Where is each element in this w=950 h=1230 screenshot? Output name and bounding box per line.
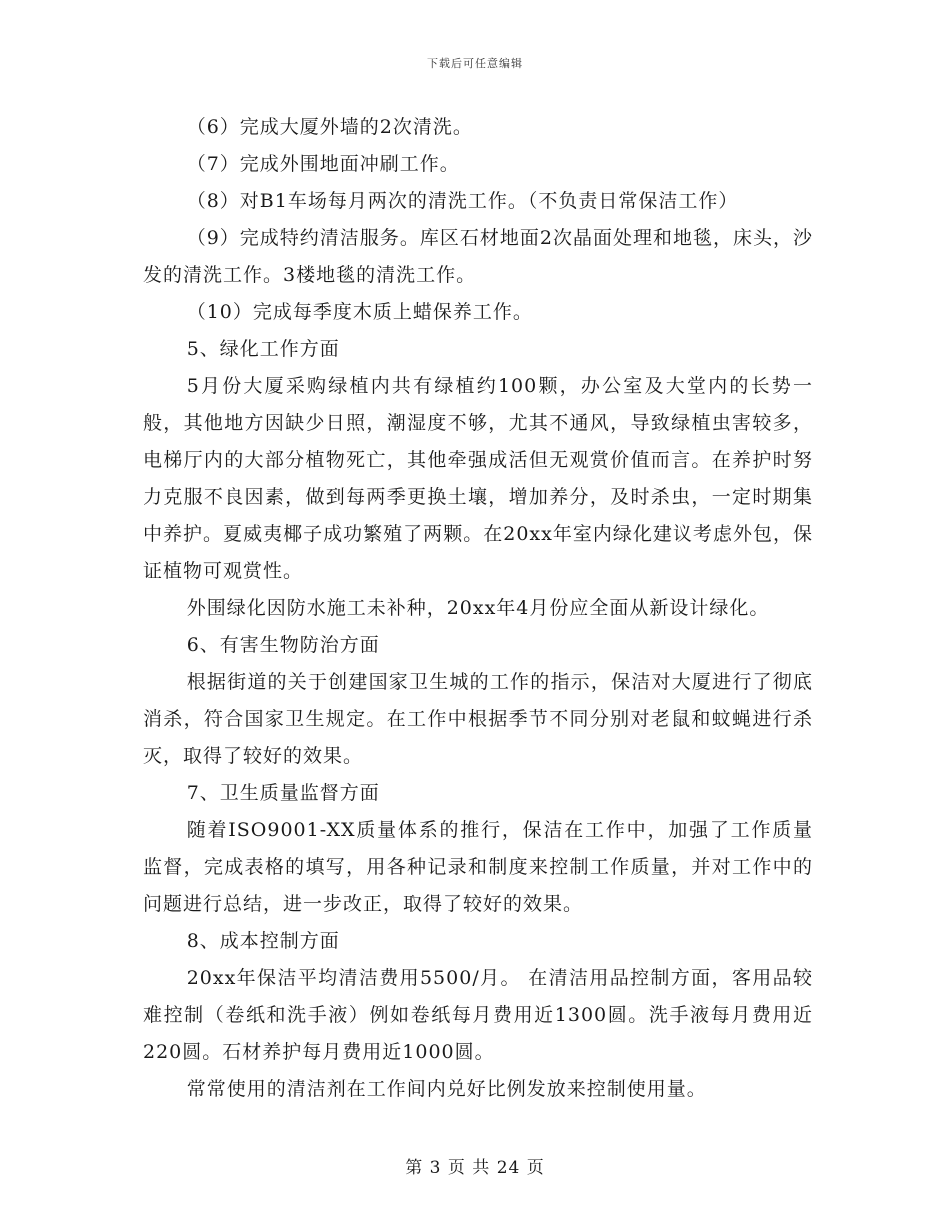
page-number: 第 3 页 共 24 页 [405,1158,545,1178]
paragraph-greening-indoor: 5月份大厦采购绿植内共有绿植约100颗，办公室及大堂内的长势一般，其他地方因缺少日照，潮湿度不够，尤其不通风，导致绿植虫害较多，电梯厅内的大部分植物死亡，其他牵强成活但无观赏价值而言。在养护时努力克服不良因素，做到每两季更换土壤，增加养分，及时杀虫，一定时期集中养护。夏威夷椰子成功繁殖了两颗。在20xx年室内绿化建议考虑外包，保证植物可观赏性。 [143,375,813,582]
paragraph-cost: 20xx年保洁平均清洁费用5500/月。 在清洁用品控制方面，客用品较难控制（卷纸和洗手液）例如卷纸每月费用近1300圆。洗手液每月费用近220圆。石材养护每月费用近1000圆。 [143,967,813,1063]
section-heading-quality: 7、卫生质量监督方面 [186,782,380,804]
paragraph-item-6: （6）完成大厦外墙的2次清洗。 [186,116,473,138]
paragraph-item-8: （8）对B1车场每月两次的清洗工作。（不负责日常保洁工作） [186,190,739,212]
document-body [143,109,813,1108]
paragraph-quality: 随着ISO9001-XX质量体系的推行，保洁在工作中，加强了工作质量监督，完成表格的填写，用各种记录和制度来控制工作质量，并对工作中的问题进行总结，进一步改正，取得了较好的效果。 [143,819,813,915]
paragraph-pest-control: 根据街道的关于创建国家卫生城的工作的指示，保洁对大厦进行了彻底消杀，符合国家卫生规定。在工作中根据季节不同分别对老鼠和蚊蝇进行杀灭，取得了较好的效果。 [143,671,813,767]
paragraph-cleaning-agent: 常常使用的清洁剂在工作间内兑好比例发放来控制使用量。 [186,1078,707,1100]
paragraph-item-10: （10）完成每季度木质上蜡保养工作。 [186,301,533,323]
paragraph-greening-outdoor: 外围绿化因防水施工未补种，20xx年4月份应全面从新设计绿化。 [186,597,770,619]
page-header-note: 下载后可任意编辑 [427,57,523,70]
paragraph-item-7: （7）完成外围地面冲刷工作。 [186,153,460,175]
section-heading-greening: 5、绿化工作方面 [186,338,340,360]
section-heading-pest-control: 6、有害生物防治方面 [186,634,380,656]
section-heading-cost: 8、成本控制方面 [186,930,340,952]
paragraph-item-9: （9）完成特约清洁服务。库区石材地面2次晶面处理和地毯，床头，沙发的清洗工作。3楼地毯的清洗工作。 [143,227,813,286]
